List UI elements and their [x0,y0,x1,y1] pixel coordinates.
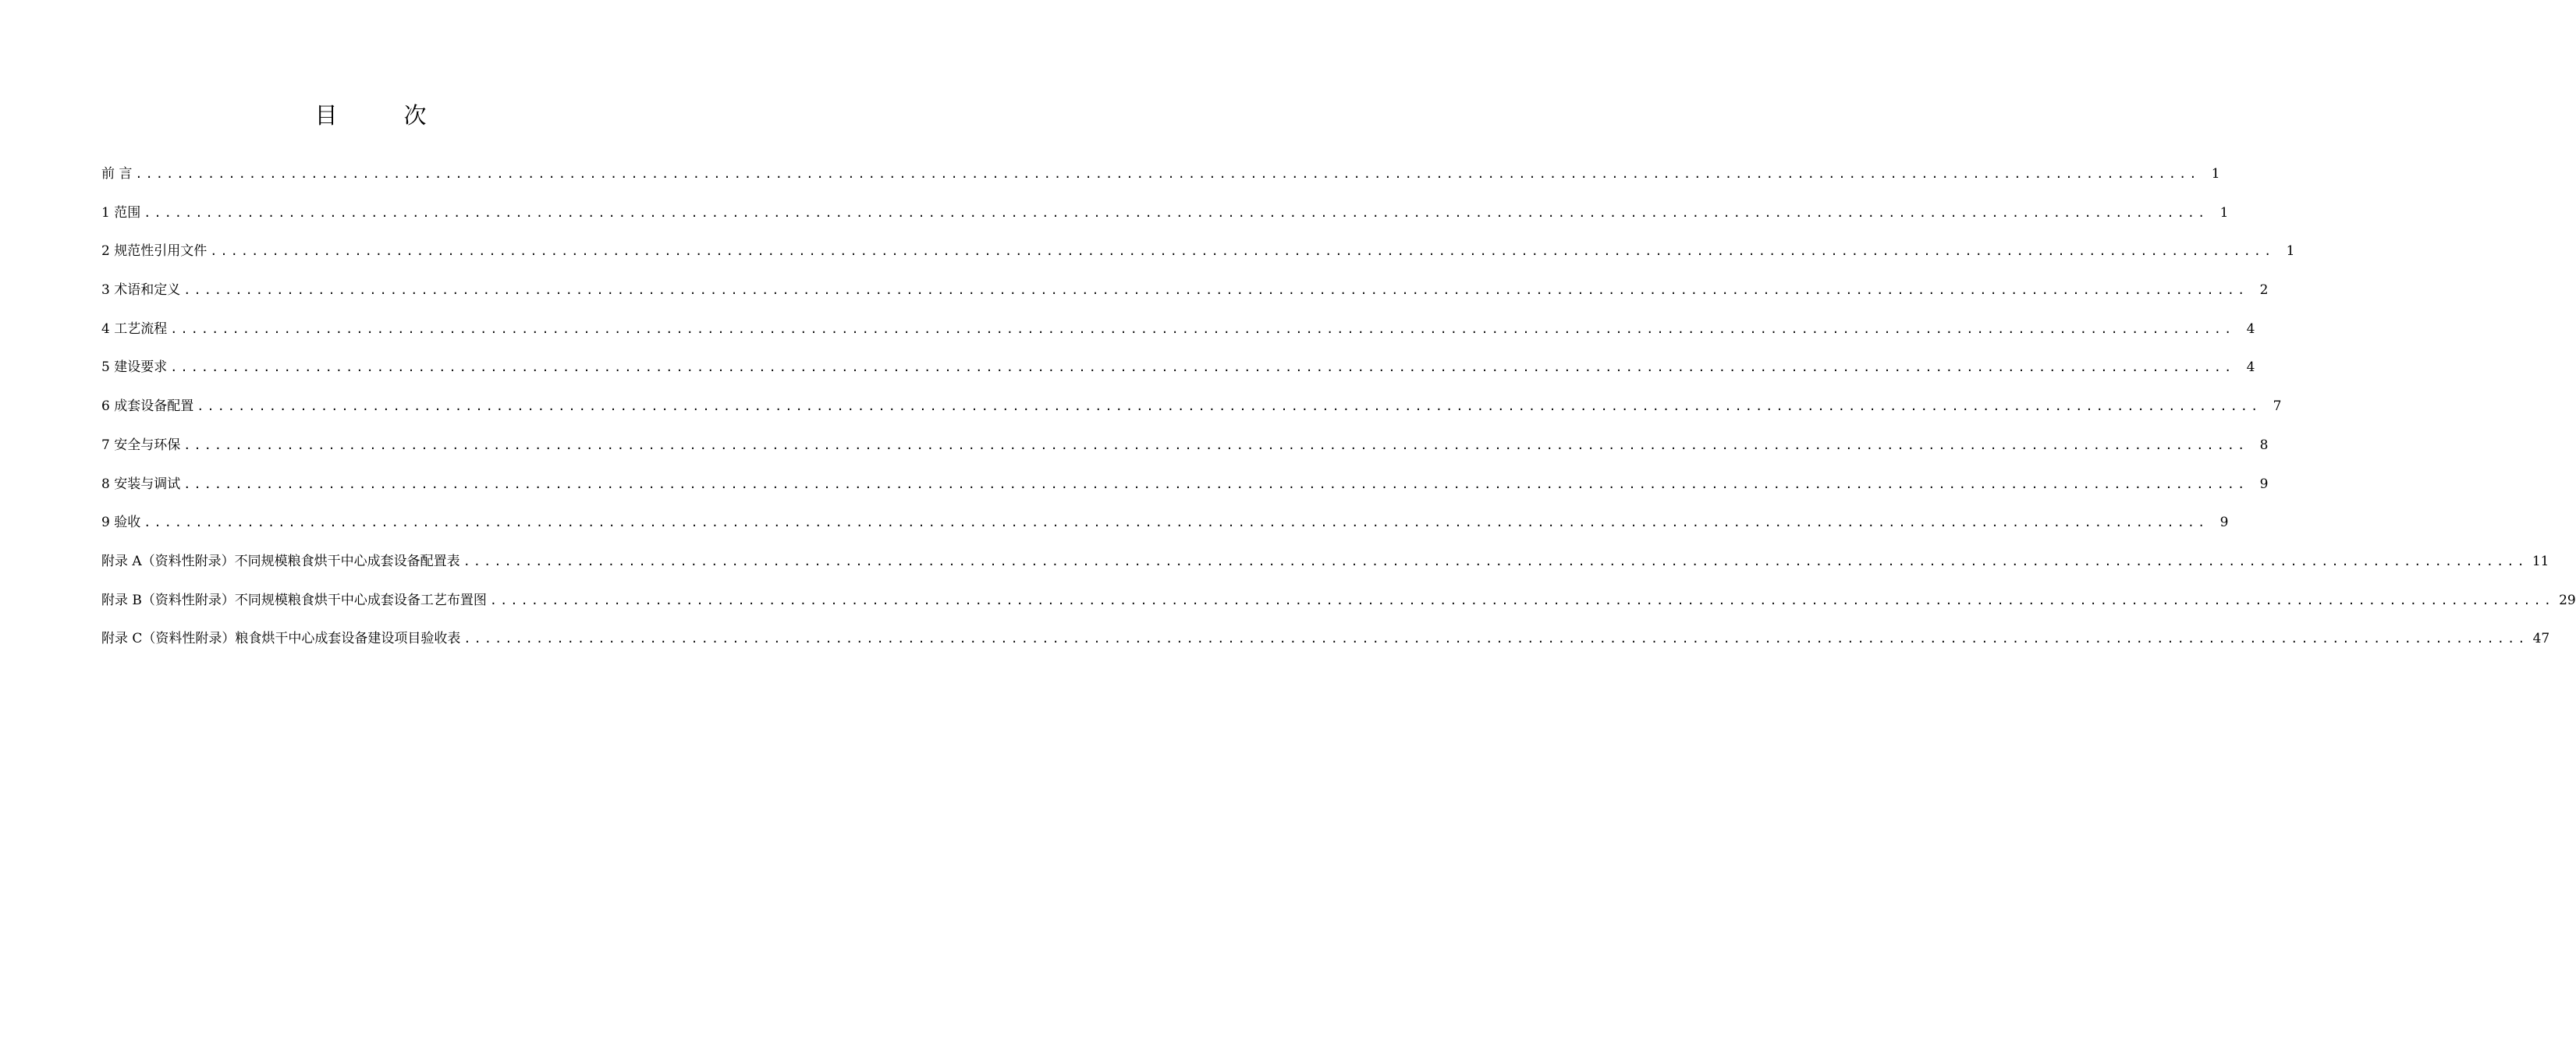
toc-entry [101,511,2229,550]
toc-entry-label: 4 工艺流程 [101,320,168,337]
toc-entry-label: 附录 B（资料性附录）不同规模粮食烘干中心成套设备工艺布置图 [101,592,487,608]
toc-entry [101,434,2269,473]
toc-entry-page: 4 [2246,320,2255,337]
toc-entry-page: 7 [2273,398,2282,415]
toc-dot-leader: ........................................................................................................................................................................................................ [183,476,2248,491]
toc-entry-page: 4 [2246,359,2255,376]
toc-entry-page: 47 [2532,631,2550,647]
toc-entry-page: 1 [2286,243,2295,260]
toc-entry-label: 8 安装与调试 [101,476,181,492]
toc-entry-page: 9 [2259,476,2269,492]
toc-dot-leader: ........................................................................................................................................................................................................ [197,399,2262,414]
toc-entry [101,589,2576,628]
toc-entry [101,473,2269,512]
toc-entry [101,239,2295,278]
toc-entry-label: 2 规范性引用文件 [101,243,208,260]
toc-entry-label: 6 成套设备配置 [101,398,194,415]
toc-entry-page: 1 [2211,166,2220,182]
toc-list [101,162,2576,666]
toc-entry-label: 9 验收 [101,515,141,531]
toc-dot-leader: ........................................................................................................................................................................................................ [170,360,2235,375]
toc-entry-label: 3 术语和定义 [101,282,181,299]
toc-entry-label: 1 范围 [101,204,141,221]
toc-entry-label: 前 言 [101,166,133,182]
toc-dot-leader: ........................................................................................................................................................................................................ [463,632,2528,646]
toc-entry [101,627,2550,666]
toc-dot-leader: ........................................................................................................................................................................................................ [183,283,2248,298]
toc-entry-page: 9 [2219,515,2229,531]
toc-title: 目 次 [314,102,449,129]
toc-entry [101,162,2220,201]
toc-entry [101,395,2282,434]
toc-dot-leader: ........................................................................................................................................................................................................ [144,205,2209,220]
toc-entry [101,317,2255,356]
toc-dot-leader: ........................................................................................................................................................................................................ [144,515,2209,530]
toc-entry-page: 1 [2219,204,2229,221]
toc-dot-leader: ........................................................................................................................................................................................................ [210,244,2275,259]
toc-entry-label: 附录 A（资料性附录）不同规模粮食烘干中心成套设备配置表 [101,553,460,569]
toc-dot-leader: ........................................................................................................................................................................................................ [135,167,2200,181]
toc-entry-page: 2 [2259,282,2269,299]
toc-entry [101,201,2229,240]
toc-dot-leader: ........................................................................................................................................................................................................ [170,321,2235,336]
toc-entry [101,356,2255,395]
toc-dot-leader: ........................................................................................................................................................................................................ [489,593,2555,607]
toc-dot-leader: ........................................................................................................................................................................................................ [183,437,2248,452]
toc-entry-page: 11 [2532,553,2549,569]
toc-entry-page: 29 [2559,592,2576,608]
toc-entry [101,550,2549,589]
toc-entry [101,278,2269,317]
toc-entry-label: 附录 C（资料性附录）粮食烘干中心成套设备建设项目验收表 [101,631,461,647]
toc-entry-page: 8 [2259,437,2269,453]
toc-entry-label: 7 安全与环保 [101,437,181,453]
toc-entry-label: 5 建设要求 [101,359,168,376]
toc-dot-leader: ........................................................................................................................................................................................................ [463,554,2528,568]
